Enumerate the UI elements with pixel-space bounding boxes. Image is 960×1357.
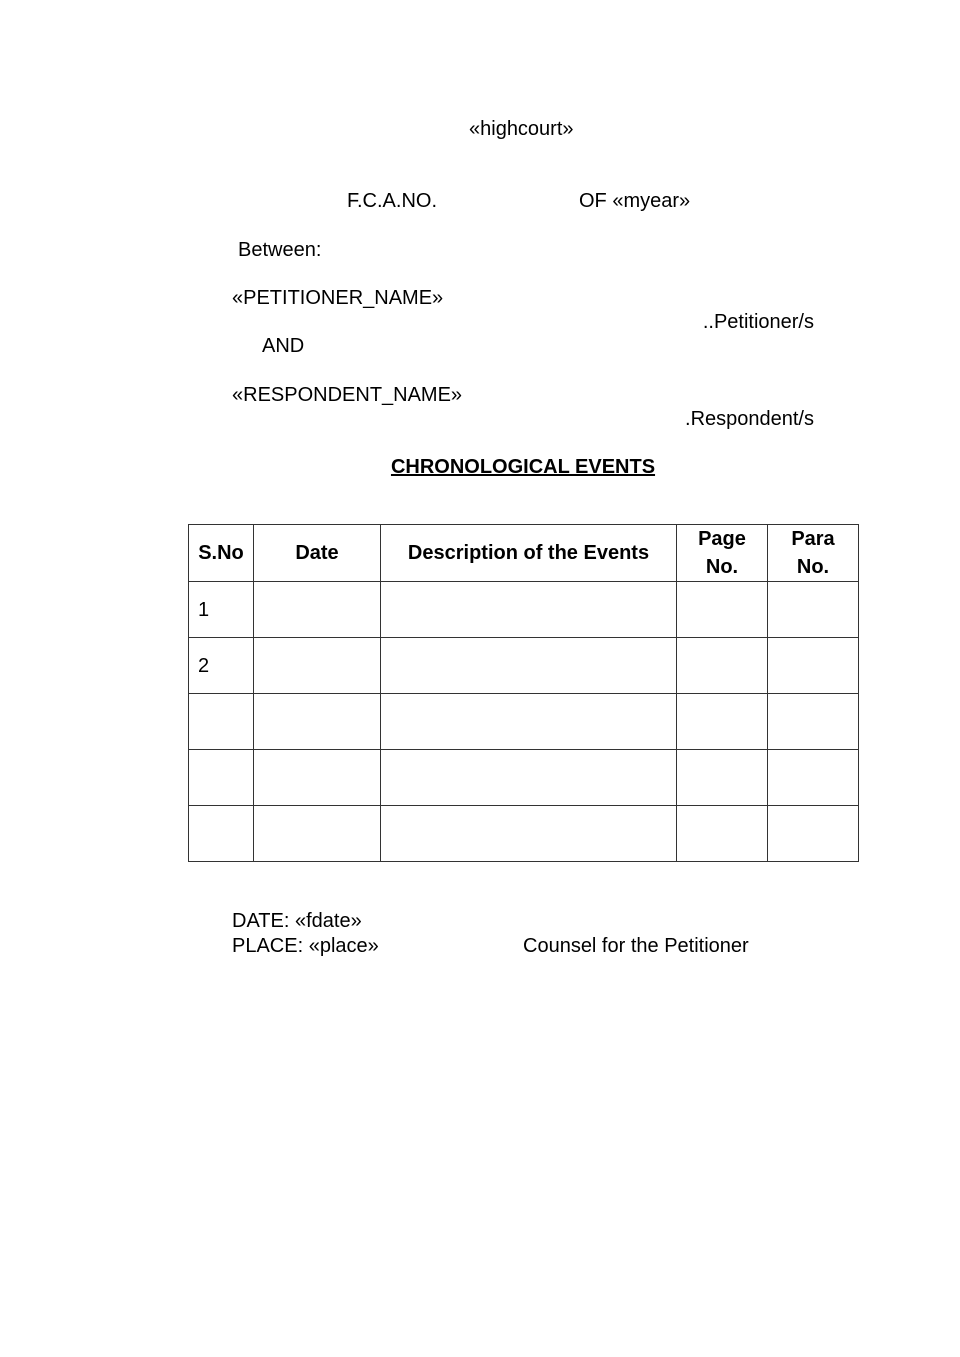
between-label: Between:: [238, 239, 322, 261]
column-header-date: [254, 525, 381, 582]
table-cell-page-no: [677, 638, 768, 694]
column-header-text: Description of the Events: [407, 542, 650, 564]
table-cell-description: [381, 638, 677, 694]
column-header-text: Page: [698, 528, 746, 550]
table-row: [189, 638, 859, 694]
column-header-text: No.: [705, 556, 739, 578]
table-header-row: [189, 525, 859, 582]
and-label: AND: [262, 335, 305, 357]
case-number-label: F.C.A.NO.: [347, 190, 438, 212]
court-name-placeholder: «highcourt»: [469, 118, 574, 140]
respondent-role-label: .Respondent/s: [685, 408, 814, 430]
table-cell-description: [381, 694, 677, 750]
column-header-text: Date: [295, 542, 339, 564]
petitioner-name-placeholder: «PETITIONER_NAME»: [232, 287, 444, 309]
table-cell-description: [381, 750, 677, 806]
table-cell-sno: [189, 750, 254, 806]
respondent-name-placeholder: «RESPONDENT_NAME»: [232, 384, 463, 406]
document-heading: CHRONOLOGICAL EVENTS: [390, 456, 656, 478]
table-cell-para-no: [768, 582, 859, 638]
table-cell-description: [381, 582, 677, 638]
table-row: [189, 806, 859, 862]
table-cell-sno: [189, 806, 254, 862]
table-cell-date: [254, 582, 381, 638]
table-row: [189, 582, 859, 638]
column-header-text: S.No: [198, 542, 244, 564]
table-cell-para-no: [768, 750, 859, 806]
table-cell-date: [254, 638, 381, 694]
column-header-para-no: [768, 525, 859, 582]
table-cell-page-no: [677, 750, 768, 806]
chronological-events-table: [188, 524, 859, 862]
column-header-text: Para: [791, 528, 835, 550]
column-header-text: No.: [796, 556, 830, 578]
table-cell-description: [381, 806, 677, 862]
table-cell-para-no: [768, 694, 859, 750]
table-cell-date: [254, 806, 381, 862]
table-cell-sno: 2: [189, 638, 254, 694]
table-cell-page-no: [677, 806, 768, 862]
table-cell-sno: [189, 694, 254, 750]
footer-date-placeholder: DATE: «fdate»: [232, 910, 362, 932]
counsel-signature-label: Counsel for the Petitioner: [523, 935, 749, 957]
table-cell-sno: 1: [189, 582, 254, 638]
case-year-placeholder: OF «myear»: [579, 190, 691, 212]
column-header-page-no: [677, 525, 768, 582]
table-row: [189, 694, 859, 750]
table-cell-date: [254, 750, 381, 806]
petitioner-role-label: ..Petitioner/s: [702, 311, 814, 333]
table-row: [189, 750, 859, 806]
column-header-description: [381, 525, 677, 582]
table-cell-page-no: [677, 582, 768, 638]
table-cell-date: [254, 694, 381, 750]
column-header-sno: [189, 525, 254, 582]
footer-place-placeholder: PLACE: «place»: [232, 935, 379, 957]
table-cell-para-no: [768, 806, 859, 862]
table-cell-page-no: [677, 694, 768, 750]
table-cell-para-no: [768, 638, 859, 694]
